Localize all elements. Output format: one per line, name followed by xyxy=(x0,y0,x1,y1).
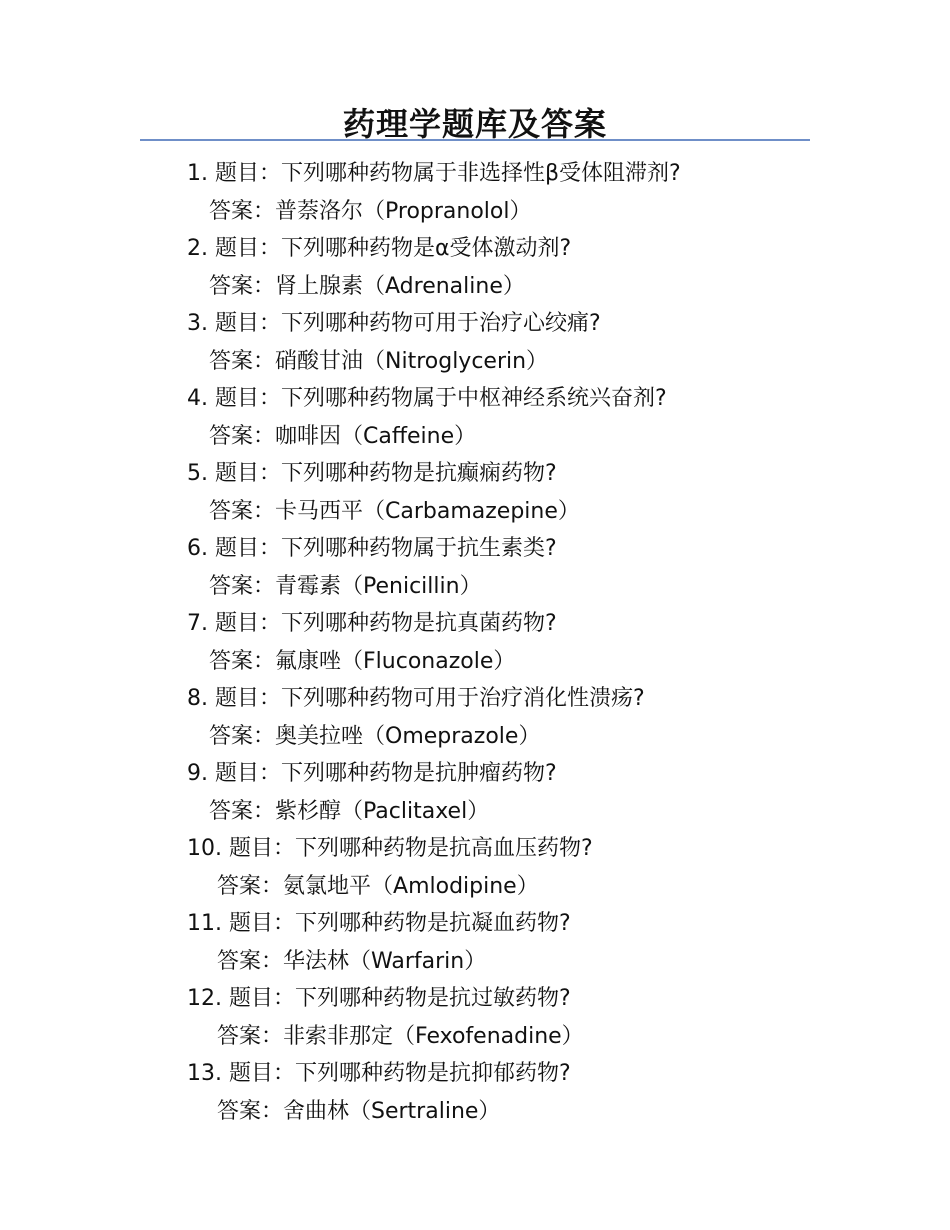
question-text: 下列哪种药物是α受体激动剂? xyxy=(281,236,572,261)
question-text: 下列哪种药物是抗高血压药物? xyxy=(295,836,593,861)
answer-text: 青霉素（Penicillin） xyxy=(275,573,482,599)
question-label: 题目： xyxy=(215,161,282,186)
question-label: 题目： xyxy=(215,461,282,486)
answer-line xyxy=(187,493,867,531)
question-label: 题目： xyxy=(215,611,282,636)
qa-item xyxy=(187,530,867,605)
answer-label: 答案： xyxy=(209,498,276,524)
answer-label: 答案： xyxy=(217,1098,284,1124)
question-line xyxy=(187,1055,867,1093)
answer-text: 舍曲林（Sertraline） xyxy=(283,1098,501,1124)
document-title: 药理学题库及答案 xyxy=(342,105,607,143)
qa-item xyxy=(187,755,867,830)
answer-text: 硝酸甘油（Nitroglycerin） xyxy=(275,348,549,374)
answer-text: 奥美拉唑（Omeprazole） xyxy=(275,723,541,749)
question-label: 题目： xyxy=(215,236,282,261)
answer-label: 答案： xyxy=(209,573,276,599)
question-number: 6. xyxy=(187,536,208,561)
qa-item xyxy=(187,605,867,680)
answer-line xyxy=(187,718,867,756)
qa-item xyxy=(187,230,867,305)
answer-text: 非索非那定（Fexofenadine） xyxy=(283,1023,584,1049)
question-text: 下列哪种药物属于抗生素类? xyxy=(281,536,557,561)
question-line xyxy=(187,455,867,493)
question-label: 题目： xyxy=(229,1061,296,1086)
answer-label: 答案： xyxy=(209,723,276,749)
question-number: 10. xyxy=(187,836,222,861)
qa-item xyxy=(187,380,867,455)
answer-text: 氟康唑（Fluconazole） xyxy=(275,648,516,674)
question-number: 3. xyxy=(187,311,208,336)
question-text: 下列哪种药物属于非选择性β受体阻滞剂? xyxy=(281,161,681,186)
question-text: 下列哪种药物可用于治疗心绞痛? xyxy=(281,311,601,336)
question-label: 题目： xyxy=(229,836,296,861)
answer-line xyxy=(187,1093,867,1131)
answer-line xyxy=(187,418,867,456)
question-number: 5. xyxy=(187,461,208,486)
answer-text: 普萘洛尔（Propranolol） xyxy=(275,198,532,224)
question-line xyxy=(187,905,867,943)
question-line xyxy=(187,155,867,193)
question-label: 题目： xyxy=(215,761,282,786)
qa-list xyxy=(187,155,867,1130)
question-text: 下列哪种药物可用于治疗消化性溃疡? xyxy=(281,686,645,711)
question-line xyxy=(187,230,867,268)
answer-label: 答案： xyxy=(217,1023,284,1049)
question-number: 8. xyxy=(187,686,208,711)
answer-label: 答案： xyxy=(217,948,284,974)
qa-item xyxy=(187,980,867,1055)
answer-line xyxy=(187,868,867,906)
answer-line xyxy=(187,643,867,681)
question-number: 7. xyxy=(187,611,208,636)
question-label: 题目： xyxy=(215,386,282,411)
question-label: 题目： xyxy=(215,311,282,336)
answer-line xyxy=(187,793,867,831)
question-line xyxy=(187,980,867,1018)
question-number: 11. xyxy=(187,911,222,936)
answer-line xyxy=(187,1018,867,1056)
question-number: 12. xyxy=(187,986,222,1011)
question-text: 下列哪种药物是抗过敏药物? xyxy=(295,986,571,1011)
question-line xyxy=(187,605,867,643)
question-line xyxy=(187,680,867,718)
question-label: 题目： xyxy=(215,536,282,561)
question-number: 9. xyxy=(187,761,208,786)
answer-line xyxy=(187,568,867,606)
answer-label: 答案： xyxy=(209,798,276,824)
answer-text: 卡马西平（Carbamazepine） xyxy=(275,498,580,524)
answer-text: 紫杉醇（Paclitaxel） xyxy=(275,798,490,824)
question-number: 2. xyxy=(187,236,208,261)
question-line xyxy=(187,380,867,418)
qa-item xyxy=(187,305,867,380)
qa-item xyxy=(187,155,867,230)
question-text: 下列哪种药物是抗癫痫药物? xyxy=(281,461,557,486)
question-number: 13. xyxy=(187,1061,222,1086)
answer-label: 答案： xyxy=(209,273,276,299)
answer-label: 答案： xyxy=(209,423,276,449)
answer-label: 答案： xyxy=(209,198,276,224)
question-text: 下列哪种药物是抗肿瘤药物? xyxy=(281,761,557,786)
answer-text: 肾上腺素（Adrenaline） xyxy=(275,273,525,299)
title-underline xyxy=(140,139,810,141)
answer-text: 咖啡因（Caffeine） xyxy=(275,423,477,449)
question-line xyxy=(187,830,867,868)
answer-line xyxy=(187,268,867,306)
answer-label: 答案： xyxy=(217,873,284,899)
qa-item xyxy=(187,830,867,905)
question-line xyxy=(187,755,867,793)
question-line xyxy=(187,305,867,343)
answer-text: 华法林（Warfarin） xyxy=(283,948,487,974)
question-line xyxy=(187,530,867,568)
question-text: 下列哪种药物是抗真菌药物? xyxy=(281,611,557,636)
answer-line xyxy=(187,343,867,381)
qa-item xyxy=(187,905,867,980)
question-text: 下列哪种药物是抗抑郁药物? xyxy=(295,1061,571,1086)
question-label: 题目： xyxy=(215,686,282,711)
question-label: 题目： xyxy=(229,986,296,1011)
answer-text: 氨氯地平（Amlodipine） xyxy=(283,873,539,899)
qa-item xyxy=(187,1055,867,1130)
qa-item xyxy=(187,455,867,530)
answer-label: 答案： xyxy=(209,648,276,674)
question-number: 1. xyxy=(187,161,208,186)
question-text: 下列哪种药物属于中枢神经系统兴奋剂? xyxy=(281,386,667,411)
question-label: 题目： xyxy=(229,911,296,936)
answer-label: 答案： xyxy=(209,348,276,374)
answer-line xyxy=(187,943,867,981)
answer-line xyxy=(187,193,867,231)
question-number: 4. xyxy=(187,386,208,411)
question-text: 下列哪种药物是抗凝血药物? xyxy=(295,911,571,936)
qa-item xyxy=(187,680,867,755)
